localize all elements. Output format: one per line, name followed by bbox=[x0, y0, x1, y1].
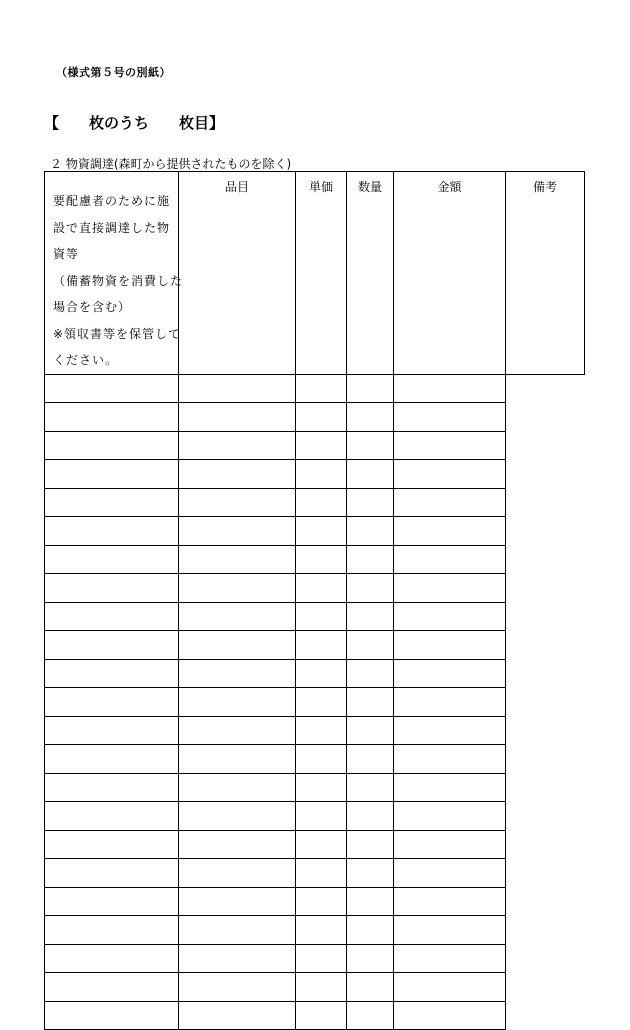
remarks-cell[interactable] bbox=[394, 431, 506, 460]
quantity-cell[interactable] bbox=[296, 374, 347, 403]
amount-cell[interactable] bbox=[347, 374, 394, 403]
table-row bbox=[45, 431, 585, 460]
table-row bbox=[45, 859, 585, 888]
side-description-line: 資等 bbox=[53, 247, 80, 261]
amount-cell[interactable] bbox=[347, 574, 394, 603]
item-cell[interactable] bbox=[45, 374, 179, 403]
side-description-line: 設で直接調達した物 bbox=[53, 220, 171, 235]
remarks-cell[interactable] bbox=[394, 460, 506, 489]
table-row bbox=[45, 374, 585, 403]
unit-price-cell[interactable] bbox=[179, 517, 296, 546]
item-cell[interactable] bbox=[45, 887, 179, 916]
quantity-cell[interactable] bbox=[296, 517, 347, 546]
amount-cell[interactable] bbox=[347, 887, 394, 916]
remarks-cell[interactable] bbox=[394, 830, 506, 859]
quantity-cell[interactable] bbox=[296, 688, 347, 717]
item-cell[interactable] bbox=[45, 916, 179, 945]
unit-price-cell[interactable] bbox=[179, 887, 296, 916]
amount-cell[interactable] bbox=[347, 545, 394, 574]
table-row bbox=[45, 916, 585, 945]
table-row bbox=[45, 659, 585, 688]
remarks-cell[interactable] bbox=[394, 545, 506, 574]
table-row bbox=[45, 802, 585, 831]
item-cell[interactable] bbox=[45, 802, 179, 831]
amount-cell[interactable] bbox=[347, 716, 394, 745]
unit-price-cell[interactable] bbox=[179, 1001, 296, 1030]
amount-cell[interactable] bbox=[347, 859, 394, 888]
side-description-line: （備蓄物資を消費した bbox=[53, 273, 184, 288]
unit-price-cell[interactable] bbox=[179, 859, 296, 888]
item-cell[interactable] bbox=[45, 859, 179, 888]
quantity-cell[interactable] bbox=[296, 802, 347, 831]
unit-price-cell[interactable] bbox=[179, 973, 296, 1002]
amount-cell[interactable] bbox=[347, 631, 394, 660]
unit-price-cell[interactable] bbox=[179, 574, 296, 603]
unit-price-cell[interactable] bbox=[179, 488, 296, 517]
amount-cell[interactable] bbox=[347, 517, 394, 546]
unit-price-cell[interactable] bbox=[179, 374, 296, 403]
item-cell[interactable] bbox=[45, 973, 179, 1002]
table-row bbox=[45, 545, 585, 574]
item-cell[interactable] bbox=[45, 403, 179, 432]
item-cell[interactable] bbox=[45, 431, 179, 460]
table-row bbox=[45, 773, 585, 802]
quantity-cell[interactable] bbox=[296, 574, 347, 603]
unit-price-cell[interactable] bbox=[179, 403, 296, 432]
item-cell[interactable] bbox=[45, 631, 179, 660]
unit-price-cell[interactable] bbox=[179, 773, 296, 802]
table-row bbox=[45, 602, 585, 631]
remarks-cell[interactable] bbox=[394, 944, 506, 973]
table-row bbox=[45, 488, 585, 517]
column-header-quantity: 数量 bbox=[347, 172, 394, 375]
table-row bbox=[45, 716, 585, 745]
remarks-cell[interactable] bbox=[394, 773, 506, 802]
item-cell[interactable] bbox=[45, 574, 179, 603]
unit-price-cell[interactable] bbox=[179, 431, 296, 460]
form-number-label: （様式第５号の別紙） bbox=[56, 66, 171, 79]
quantity-cell[interactable] bbox=[296, 460, 347, 489]
item-cell[interactable] bbox=[45, 944, 179, 973]
table-row bbox=[45, 944, 585, 973]
quantity-cell[interactable] bbox=[296, 973, 347, 1002]
side-description-line: ください。 bbox=[53, 353, 119, 367]
quantity-cell[interactable] bbox=[296, 716, 347, 745]
amount-cell[interactable] bbox=[347, 973, 394, 1002]
column-header-item: 品目 bbox=[179, 172, 296, 375]
unit-price-cell[interactable] bbox=[179, 716, 296, 745]
remarks-cell[interactable] bbox=[394, 745, 506, 774]
table-row bbox=[45, 887, 585, 916]
quantity-cell[interactable] bbox=[296, 916, 347, 945]
quantity-cell[interactable] bbox=[296, 545, 347, 574]
quantity-cell[interactable] bbox=[296, 944, 347, 973]
quantity-cell[interactable] bbox=[296, 602, 347, 631]
side-description-cell bbox=[45, 172, 184, 375]
quantity-cell[interactable] bbox=[296, 631, 347, 660]
page-count-label: 【 枚のうち 枚目】 bbox=[44, 114, 225, 132]
remarks-cell[interactable] bbox=[394, 716, 506, 745]
remarks-cell[interactable] bbox=[394, 859, 506, 888]
table-row bbox=[45, 517, 585, 546]
remarks-cell[interactable] bbox=[394, 1001, 506, 1030]
remarks-cell[interactable] bbox=[394, 574, 506, 603]
amount-cell[interactable] bbox=[347, 1001, 394, 1030]
unit-price-cell[interactable] bbox=[179, 659, 296, 688]
item-cell[interactable] bbox=[45, 460, 179, 489]
procurement-table bbox=[44, 171, 585, 1030]
table-header-row bbox=[45, 172, 585, 375]
unit-price-cell[interactable] bbox=[179, 944, 296, 973]
amount-cell[interactable] bbox=[347, 773, 394, 802]
unit-price-cell[interactable] bbox=[179, 602, 296, 631]
amount-cell[interactable] bbox=[347, 944, 394, 973]
item-cell[interactable] bbox=[45, 773, 179, 802]
side-description-line: 場合を含む） bbox=[53, 300, 132, 314]
amount-cell[interactable] bbox=[347, 659, 394, 688]
remarks-cell[interactable] bbox=[394, 688, 506, 717]
quantity-cell[interactable] bbox=[296, 830, 347, 859]
section-title: ２ 物資調達(森町から提供されたものを除く) bbox=[50, 157, 292, 171]
amount-cell[interactable] bbox=[347, 460, 394, 489]
unit-price-cell[interactable] bbox=[179, 916, 296, 945]
table-row bbox=[45, 688, 585, 717]
quantity-cell[interactable] bbox=[296, 403, 347, 432]
remarks-cell[interactable] bbox=[394, 887, 506, 916]
unit-price-cell[interactable] bbox=[179, 545, 296, 574]
remarks-cell[interactable] bbox=[394, 973, 506, 1002]
item-cell[interactable] bbox=[45, 1001, 179, 1030]
table-row bbox=[45, 403, 585, 432]
column-header-unit-price: 単価 bbox=[296, 172, 347, 375]
table-row bbox=[45, 1001, 585, 1030]
remarks-cell[interactable] bbox=[394, 517, 506, 546]
unit-price-cell[interactable] bbox=[179, 745, 296, 774]
remarks-cell[interactable] bbox=[394, 374, 506, 403]
item-cell[interactable] bbox=[45, 688, 179, 717]
amount-cell[interactable] bbox=[347, 602, 394, 631]
amount-cell[interactable] bbox=[347, 802, 394, 831]
remarks-cell[interactable] bbox=[394, 602, 506, 631]
quantity-cell[interactable] bbox=[296, 659, 347, 688]
remarks-cell[interactable] bbox=[394, 631, 506, 660]
item-cell[interactable] bbox=[45, 488, 179, 517]
unit-price-cell[interactable] bbox=[179, 688, 296, 717]
table-row bbox=[45, 973, 585, 1002]
side-description-line: ※領収書等を保管して bbox=[53, 326, 182, 341]
column-header-amount: 金額 bbox=[394, 172, 506, 375]
amount-cell[interactable] bbox=[347, 916, 394, 945]
amount-cell[interactable] bbox=[347, 431, 394, 460]
item-cell[interactable] bbox=[45, 830, 179, 859]
remarks-cell[interactable] bbox=[394, 802, 506, 831]
amount-cell[interactable] bbox=[347, 403, 394, 432]
table-row bbox=[45, 745, 585, 774]
item-cell[interactable] bbox=[45, 716, 179, 745]
amount-cell[interactable] bbox=[347, 830, 394, 859]
item-cell[interactable] bbox=[45, 545, 179, 574]
item-cell[interactable] bbox=[45, 602, 179, 631]
table-body bbox=[45, 374, 585, 1030]
quantity-cell[interactable] bbox=[296, 745, 347, 774]
remarks-cell[interactable] bbox=[394, 403, 506, 432]
item-cell[interactable] bbox=[45, 517, 179, 546]
table-row bbox=[45, 460, 585, 489]
side-description-line: 要配慮者のために施 bbox=[53, 194, 171, 208]
quantity-cell[interactable] bbox=[296, 859, 347, 888]
table-row bbox=[45, 830, 585, 859]
amount-cell[interactable] bbox=[347, 688, 394, 717]
amount-cell[interactable] bbox=[347, 488, 394, 517]
quantity-cell[interactable] bbox=[296, 488, 347, 517]
quantity-cell[interactable] bbox=[296, 1001, 347, 1030]
item-cell[interactable] bbox=[45, 659, 179, 688]
table-row bbox=[45, 631, 585, 660]
table-row bbox=[45, 574, 585, 603]
unit-price-cell[interactable] bbox=[179, 631, 296, 660]
unit-price-cell[interactable] bbox=[179, 802, 296, 831]
quantity-cell[interactable] bbox=[296, 773, 347, 802]
unit-price-cell[interactable] bbox=[179, 460, 296, 489]
item-cell[interactable] bbox=[45, 745, 179, 774]
quantity-cell[interactable] bbox=[296, 887, 347, 916]
remarks-cell[interactable] bbox=[394, 488, 506, 517]
unit-price-cell[interactable] bbox=[179, 830, 296, 859]
remarks-cell[interactable] bbox=[394, 659, 506, 688]
quantity-cell[interactable] bbox=[296, 431, 347, 460]
remarks-cell[interactable] bbox=[394, 916, 506, 945]
amount-cell[interactable] bbox=[347, 745, 394, 774]
column-header-remarks: 備考 bbox=[506, 172, 585, 375]
